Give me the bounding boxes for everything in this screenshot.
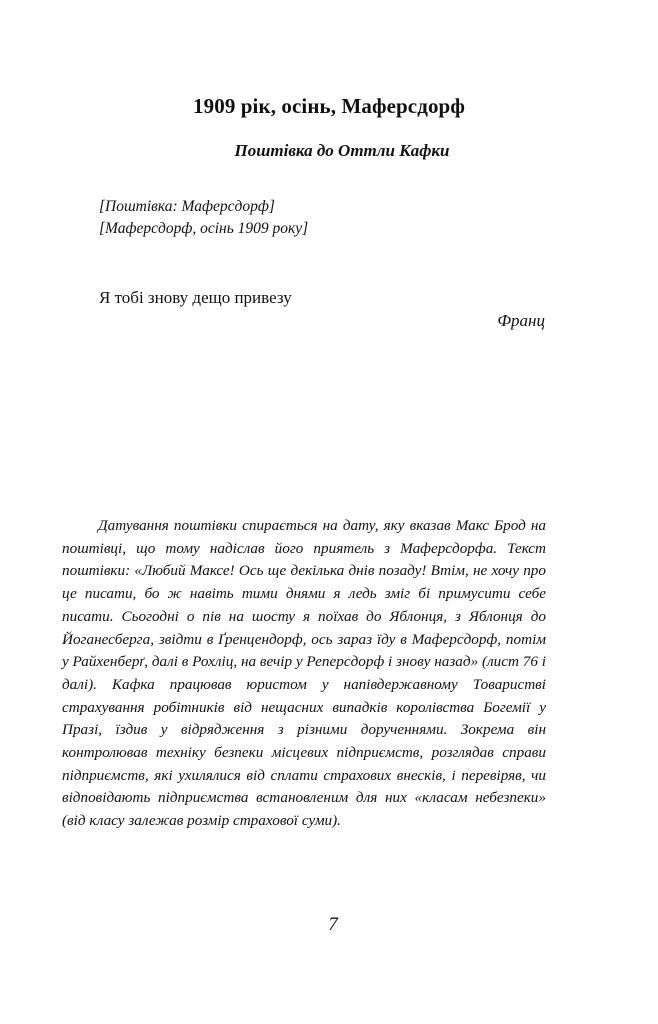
- page-title: 1909 рік, осінь, Маферсдорф: [193, 94, 465, 118]
- commentary-paragraph: Датування поштівки спирається на дату, яку вказав Макс Брод на поштівці, що тому надіслав його приятель з Маферсдорфа. Текст поштівки: «Любий Максе! Ось ще декілька днів позаду! Втім, не хочу про це писати, бо ж навіть тими днями я ледь зміг бі примусити себе писати. Сьогодні о пів на шосту я поїхав до Яблонця, з Яблонця до Йоганесберга, звідти в Ґренцендорф, ось зараз їду в Маферсдорф, потім у Райхенберґ, далі в Рохліц, на вечір у Реперсдорф і знову назад» (лист 76 і далі). Кафка працював юристом у напівдержавному Товаристві страхування робітників від нещасних випадків королівства Богемії у Празі, їздив у відрядження з різними дорученнями. Зокрема він контролював техніку безпеки місцевих підприємств, розглядав справи підприємств, які ухилялися від сплати страхових внесків, і перевіряв, чи відповідають підприємства встановленим для них «класам небезпеки» (від класу залежав розмір страхової суми).: [62, 517, 546, 830]
- editorial-notes: [99, 196, 308, 240]
- editorial-note: [Маферсдорф, осінь 1909 року]: [99, 220, 309, 237]
- page-number: 7: [328, 914, 338, 935]
- editorial-note: [Поштівка: Маферсдорф]: [99, 198, 275, 215]
- page-subtitle: Поштівка до Оттли Кафки: [234, 141, 450, 160]
- letter-body: Я тобі знову дещо привезу: [99, 288, 292, 307]
- letter-signature: Франц: [497, 311, 545, 330]
